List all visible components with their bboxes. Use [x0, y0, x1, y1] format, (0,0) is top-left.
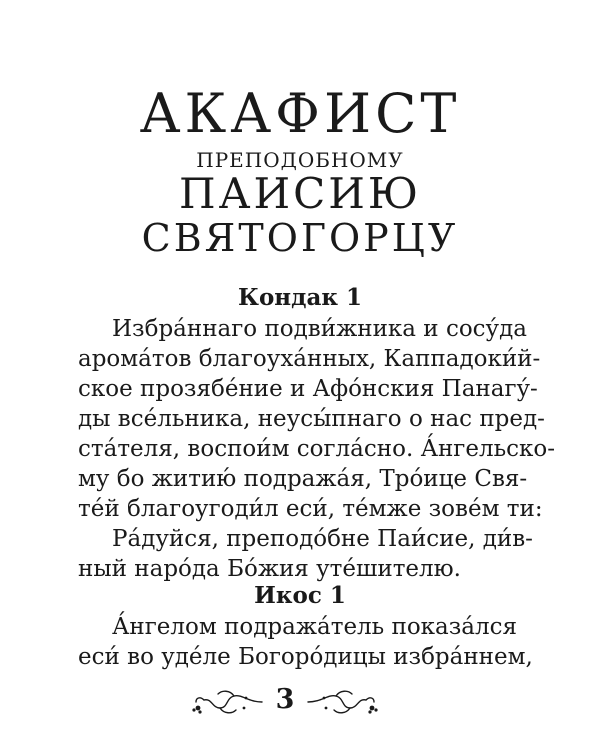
page-footer [0, 682, 600, 722]
title-saint-epithet: СВЯТОГОРЦУ [141, 216, 459, 260]
kondak-line: те́й благоугоди́л еси́, те́мже зове́м ти: [78, 496, 543, 522]
title-saint-name: ПАИСИЮ [179, 169, 421, 218]
ornament-left-icon [190, 686, 264, 718]
title-dedication: ПРЕПОДОБНОМУ [196, 148, 404, 172]
kondak-line: ское прозябе́ние и Афо́нския Панагу́- [78, 376, 538, 402]
title-akathist: АКАФИСТ [139, 82, 461, 145]
kondak-heading: Кондак 1 [238, 284, 362, 311]
kondak-line: Избра́ннаго подви́жника и сосу́да [112, 316, 527, 342]
kondak-line: ный наро́да Бо́жия уте́шителю. [78, 556, 461, 582]
kondak-line: ды все́льника, неусы́пнаго о нас пред- [78, 406, 545, 432]
kondak-line: Ра́дуйся, преподо́бне Паи́сие, ди́в- [112, 526, 533, 552]
ornament-right-icon [306, 686, 380, 718]
kondak-line: му бо житию́ подража́я, Тро́ице Свя- [78, 466, 528, 492]
ikos-line: еси́ во уде́ле Богоро́дицы избра́ннем, [78, 644, 533, 670]
ikos-heading: Икос 1 [254, 582, 346, 609]
kondak-line: арома́тов благоуха́нных, Каппадоки́й- [78, 346, 541, 372]
kondak-line: ста́теля, воспои́м согла́сно. А́нгельско- [78, 436, 555, 462]
page-number: 3 [275, 684, 295, 715]
ikos-line: А́нгелом подража́тель показа́лся [112, 614, 518, 640]
